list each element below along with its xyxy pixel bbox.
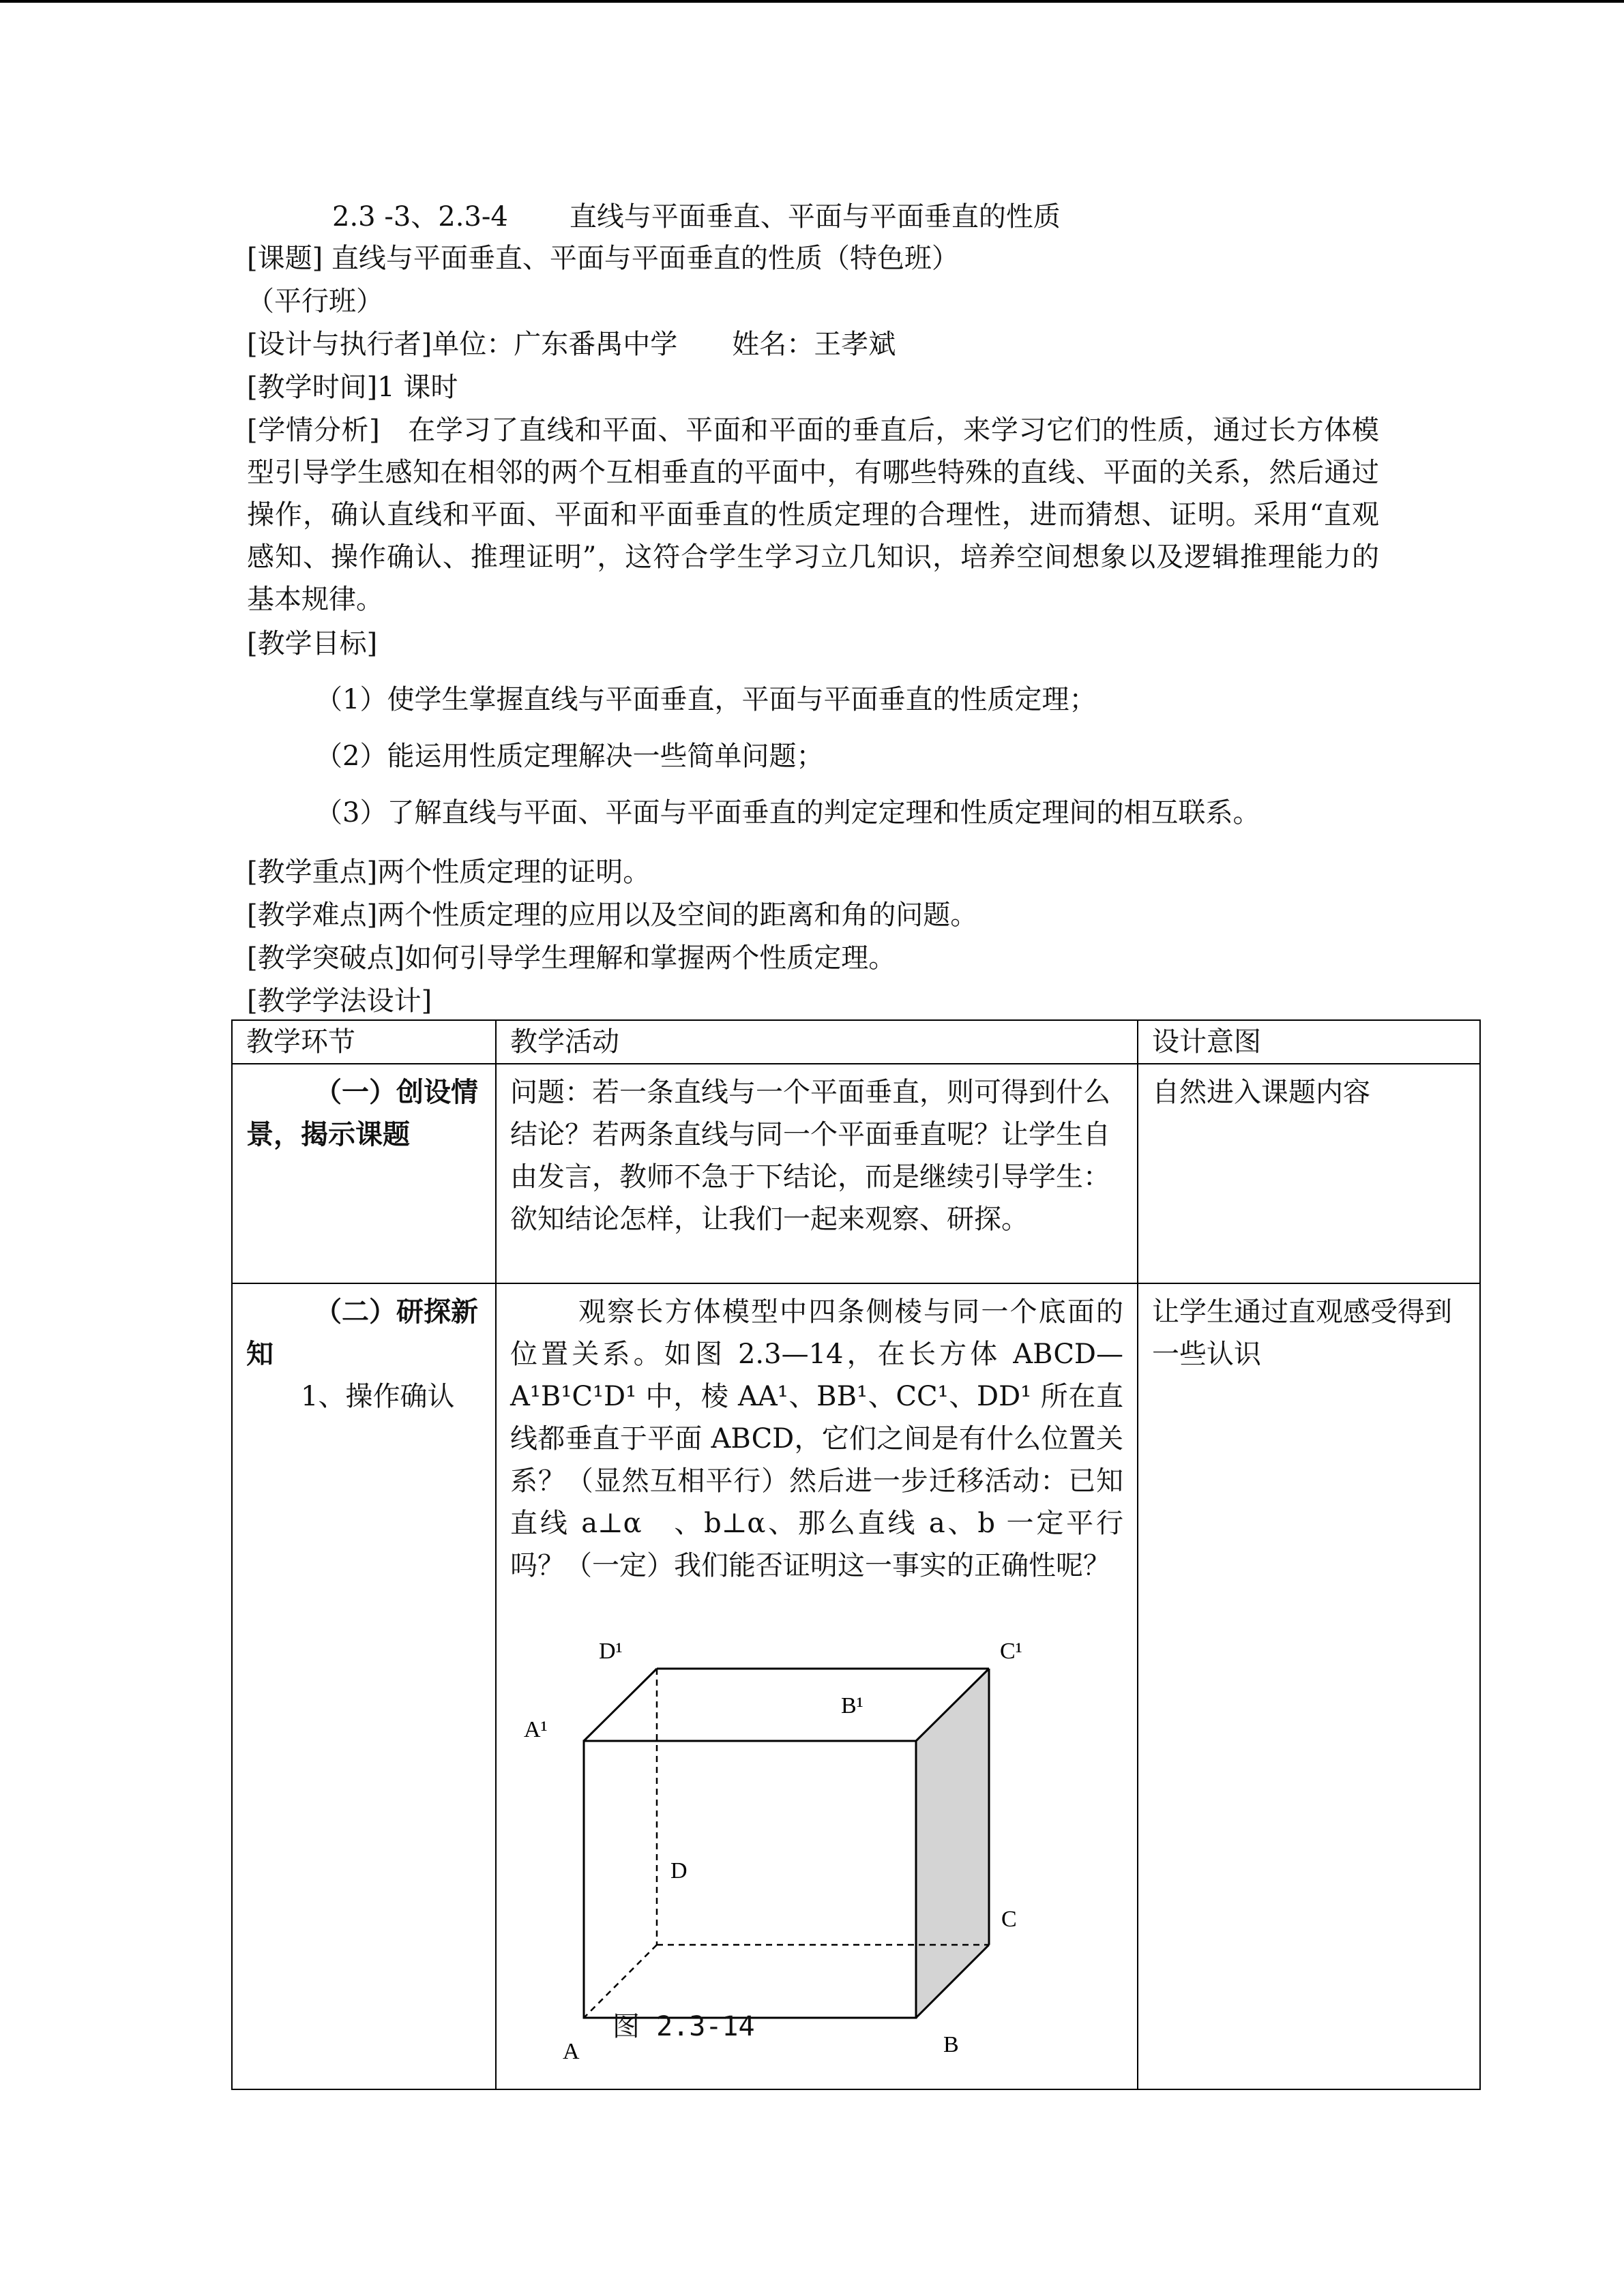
cuboid-shaded-face	[916, 1669, 989, 2018]
vertex-label-b: B	[943, 2032, 959, 2057]
stage-cell: （一）创设情景，揭示课题	[232, 1064, 496, 1283]
stage-title: （二）研探新知	[246, 1296, 478, 1370]
designer-line: [设计与执行者]单位：广东番禺中学 姓名：王孝斌	[247, 329, 896, 360]
table-row	[232, 1064, 1480, 1283]
cuboid-front-face	[584, 1741, 916, 2018]
goal-item-1: （1）使学生掌握直线与平面垂直，平面与平面垂直的性质定理；	[315, 684, 1097, 715]
activity-text: 观察长方体模型中四条侧棱与同一个底面的位置关系。如图 2.3—14，在长方体 ABCD—A¹B¹C¹D¹ 中，棱 AA¹、BB¹、CC¹、DD¹ 所在直线都垂直于平面 ABCD，它们之间是有什么位置关系？（显然互相平行）然后进一步迁移活动：已知直线 a⊥α 、b⊥α、那么直线 a、b 一定平行吗？（一定）我们能否证明这一事实的正确性呢？	[510, 1296, 1123, 1581]
vertex-label-a1: A¹	[524, 1717, 548, 1742]
vertex-label-d1: D¹	[599, 1639, 623, 1664]
edge-a1-d1	[584, 1669, 657, 1741]
title-code: 2.3 -3、2.3-4	[332, 201, 508, 233]
table-header-row	[232, 1020, 1480, 1064]
intent-cell: 自然进入课题内容	[1138, 1064, 1480, 1283]
header-cell-stage: 教学环节	[232, 1020, 496, 1064]
stage-subtitle: 1、操作确认	[301, 1381, 455, 1412]
difficulty-line: [教学难点]两个性质定理的应用以及空间的距离和角的问题。	[247, 899, 978, 931]
table-row	[232, 1283, 1480, 2089]
header-cell-intent: 设计意图	[1138, 1020, 1480, 1064]
topic-line: [课题] 直线与平面垂直、平面与平面垂直的性质（特色班）	[247, 243, 959, 274]
class-type-line: （平行班）	[247, 286, 383, 317]
stage-cell	[232, 1283, 496, 2089]
vertex-label-c: C	[1001, 1907, 1017, 1932]
method-heading: [教学学法设计]	[247, 985, 432, 1017]
activity-cell	[496, 1283, 1138, 2089]
vertex-label-b1: B¹	[841, 1693, 863, 1718]
vertex-label-c1: C¹	[1000, 1639, 1022, 1664]
lesson-title	[332, 200, 1061, 233]
activity-cell: 问题：若一条直线与一个平面垂直，则可得到什么结论？若两条直线与同一个平面垂直呢？让学生自由发言，教师不急于下结论，而是继续引导学生：欲知结论怎样，让我们一起来观察、研探。	[496, 1064, 1138, 1283]
analysis-paragraph: [学情分析] 在学习了直线和平面、平面和平面的垂直后，来学习它们的性质，通过长方体模型引导学生感知在相邻的两个互相垂直的平面中，有哪些特殊的直线、平面的关系，然后通过操作，确认直线和平面、平面和平面垂直的性质定理的合理性，进而猜想、证明。采用“直观感知、操作确认、推理证明”，这符合学生学习立几知识，培养空间想象以及逻辑推理能力的基本规律。	[247, 415, 1379, 615]
goal-item-3: （3）了解直线与平面、平面与平面垂直的判定定理和性质定理间的相互联系。	[315, 797, 1260, 829]
title-text: 直线与平面垂直、平面与平面垂直的性质	[569, 201, 1061, 233]
vertex-label-a: A	[563, 2039, 580, 2064]
goal-item-2: （2）能运用性质定理解决一些简单问题；	[315, 741, 824, 772]
intent-cell: 让学生通过直观感受得到一些认识	[1138, 1283, 1480, 2089]
header-cell-activity: 教学活动	[496, 1020, 1138, 1064]
lesson-plan-table	[231, 1019, 1481, 2090]
key-point-line: [教学重点]两个性质定理的证明。	[247, 856, 651, 888]
breakthrough-line: [教学突破点]如何引导学生理解和掌握两个性质定理。	[247, 942, 896, 974]
time-line: [教学时间]1 课时	[247, 372, 458, 403]
vertex-label-d: D	[670, 1858, 688, 1883]
goals-heading: [教学目标]	[247, 628, 378, 659]
hidden-edge-d-a	[584, 1945, 657, 2018]
top-border-line	[0, 0, 1624, 3]
figure-caption: 图 2.3-14	[612, 2011, 755, 2042]
